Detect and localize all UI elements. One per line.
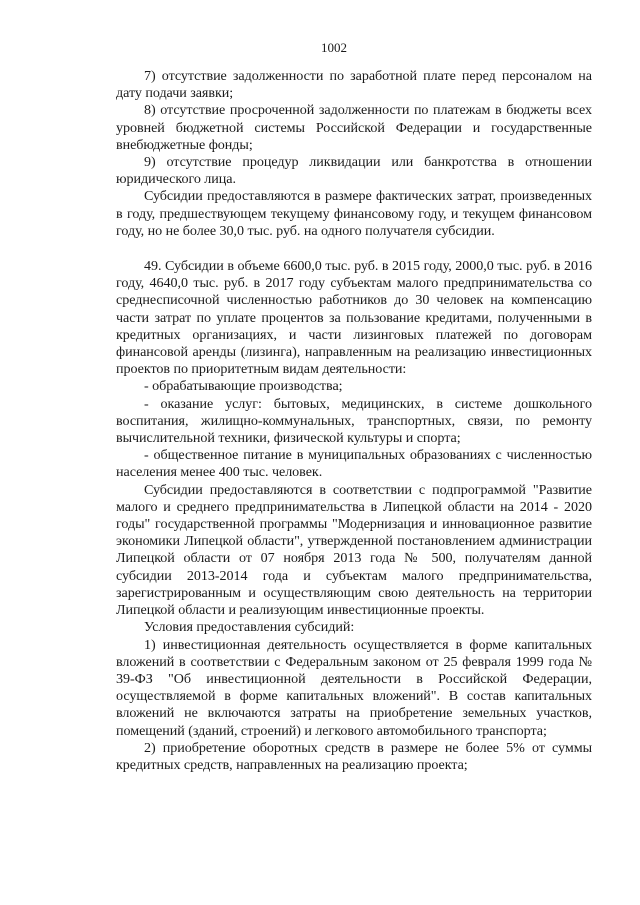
paragraph-item-7: 7) отсутствие задолженности по заработной плате перед персоналом на дату подачи заявки;	[116, 68, 592, 102]
paragraph-clause-49: 49. Субсидии в объеме 6600,0 тыс. руб. в 2015 году, 2000,0 тыс. руб. в 2016 году, 4640,0 тыс. руб. в 2017 году субъектам малого предпринимательства со среднесписочной численностью работников до 30 человек на компенсацию части затрат по уплате процентов за пользование кредитами, полученными в кредитных организациях, и части лизинговых платежей по договорам финансовой аренды (лизинга), направленным на реализацию инвестиционных проектов по приоритетным видам деятельности:	[116, 258, 592, 378]
list-item-manufacturing: - обрабатывающие производства;	[144, 378, 343, 395]
paragraph-condition-2: 2) приобретение оборотных средств в размере не более 5% от суммы кредитных средств, направленных на реализацию проекта;	[116, 739, 592, 773]
paragraph-conditions-heading: Условия предоставления субсидий:	[144, 619, 355, 636]
paragraph-item-9: 9) отсутствие процедур ликвидации или банкротства в отношении юридического лица.	[116, 154, 592, 188]
paragraph-item-8: 8) отсутствие просроченной задолженности по платежам в бюджеты всех уровней бюджетной системы Российской Федерации и государственные внебюджетные фонды;	[116, 102, 592, 153]
paragraph-subsidy-amount: Субсидии предоставляются в размере фактических затрат, произведенных в году, предшествующем текущему финансовому году, и текущем финансовом году, но не более 30,0 тыс. руб. на одного получателя субсидии.	[116, 188, 592, 239]
list-item-services: - оказание услуг: бытовых, медицинских, в системе дошкольного воспитания, жилищно-коммунальных, транспортных, связи, по ремонту вычислительной техники, физической культуры и спорта;	[116, 395, 592, 447]
paragraph-condition-1: 1) инвестиционная деятельность осуществляется в форме капитальных вложений в соответствии с Федеральным законом от 25 февраля 1999 года № 39-ФЗ "Об инвестиционной деятельности в Российской Федерации, осуществляемой в форме капитальных вложений". В состав капитальных вложений не включаются затраты на приобретение земельных участков, помещений (зданий, строений) и легкового автомобильного транспорта;	[116, 636, 592, 739]
paragraph-subprogram: Субсидии предоставляются в соответствии с подпрограммой "Развитие малого и среднего предпринимательства в Липецкой области на 2014 - 2020 годы" государственной программы "Модернизация и инновационное развитие экономики Липецкой области", утвержденной постановлением администрации Липецкой области от 07 ноября 2013 года № 500, получателям данной субсидии 2013-2014 года и субъектам малого предпринимательства, зарегистрированным и осуществляющим свою деятельность на территории Липецкой области и реализующим инвестиционные проекты.	[116, 481, 592, 619]
list-item-catering: - общественное питание в муниципальных образованиях с численностью населения менее 400 тыс. человек.	[116, 447, 592, 481]
section-gap	[116, 240, 592, 258]
page-number: 1002	[321, 40, 347, 55]
